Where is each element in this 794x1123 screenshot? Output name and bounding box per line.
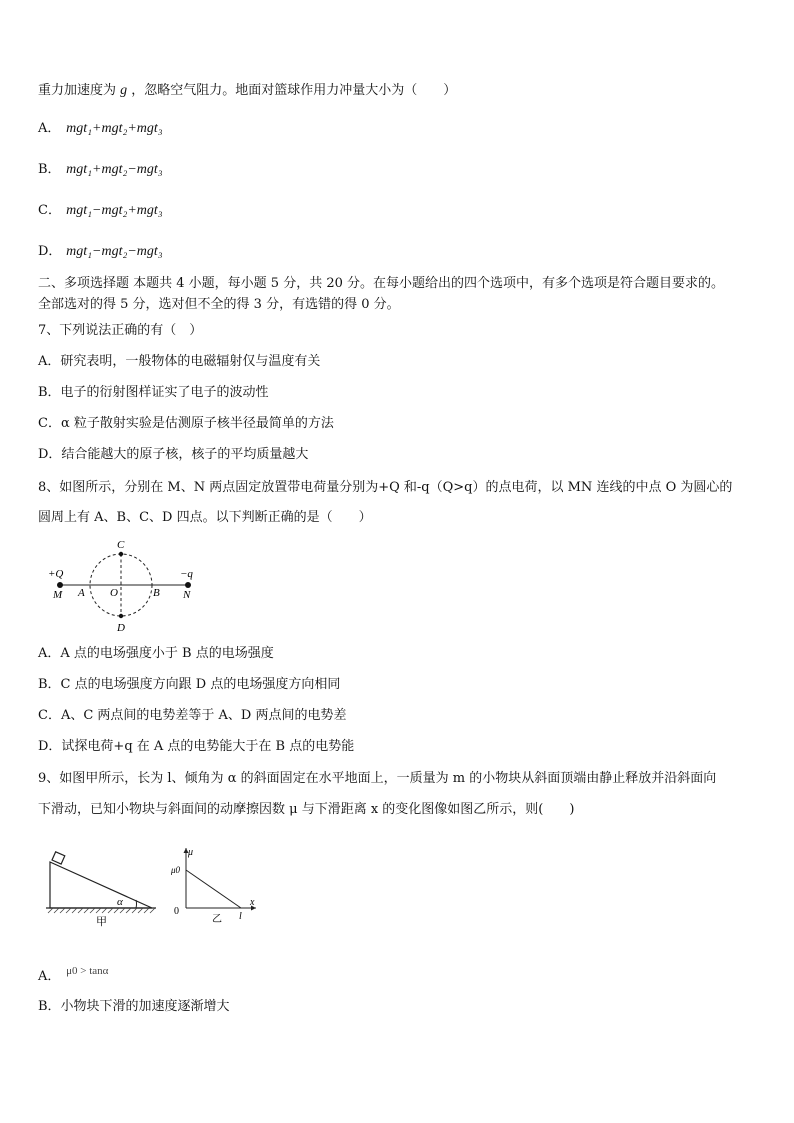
option-label: C． <box>38 203 61 218</box>
q7-option-a: A．研究表明，一般物体的电磁辐射仅与温度有关 <box>38 354 321 369</box>
angle-arc <box>136 900 137 908</box>
q8-stem-line2: 圆周上有 A、B、C、D 四点。以下判断正确的是（ ） <box>38 510 372 525</box>
label-l: l <box>239 911 242 922</box>
caption-yi: 乙 <box>212 914 222 925</box>
q6-stem <box>38 82 456 100</box>
q6-stem-part1: 重力加速度为 <box>38 83 117 98</box>
q6-option-a <box>38 120 163 138</box>
block <box>52 852 65 864</box>
section2-heading-line1: 二、多项选择题 本题共 4 小题，每小题 5 分，共 20 分。在每小题给出的四个选项中，有多个选项是符合题目要求的。 <box>38 276 725 291</box>
point-c <box>119 552 123 556</box>
q9-option-b: B．小物块下滑的加速度逐渐增大 <box>38 999 230 1014</box>
q9-option-a <box>38 962 108 986</box>
label-b: B <box>153 587 160 599</box>
q8-option-c: C．A、C 两点间的电势差等于 A、D 两点间的电势差 <box>38 708 347 723</box>
label-a: A <box>78 587 85 599</box>
label-x: x <box>250 897 255 908</box>
q6-option-c <box>38 202 163 220</box>
q6-symbol-g: g <box>120 83 128 98</box>
point-n <box>185 582 191 588</box>
label-zero: 0 <box>174 906 179 917</box>
caption-jia: 甲 <box>96 915 107 928</box>
label-n: N <box>183 589 191 601</box>
option-expression: mgt₁−mgt₂−mgt₃ <box>66 244 163 259</box>
q7-stem: 7、下列说法正确的有（ ） <box>38 323 203 338</box>
label-o: O <box>110 587 118 599</box>
point-m <box>57 582 63 588</box>
label-d: D <box>117 622 125 634</box>
q9-incline-figure <box>44 850 162 928</box>
q6-option-d <box>38 243 163 261</box>
option-expression: mgt₁+mgt₂+mgt₃ <box>66 121 163 136</box>
q9-stem-line2: 下滑动，已知小物块与斜面间的动摩擦因数 μ 与下滑距离 x 的变化图像如图乙所示，则( ) <box>38 802 575 817</box>
option-expression: mgt₁−mgt₂+mgt₃ <box>66 203 163 218</box>
option-label: A． <box>38 969 61 984</box>
label-minus-q: −q <box>180 568 193 580</box>
q6-option-b <box>38 161 163 179</box>
q8-option-a: A．A 点的电场强度小于 B 点的电场强度 <box>38 646 274 661</box>
q8-option-b: B．C 点的电场强度方向跟 D 点的电场强度方向相同 <box>38 677 341 692</box>
option-label: D． <box>38 244 62 259</box>
point-d <box>119 614 123 618</box>
q7-option-b: B．电子的衍射图样证实了电子的波动性 <box>38 385 269 400</box>
label-m: M <box>53 589 63 601</box>
label-mu0: μ0 <box>171 865 181 875</box>
q7-option-c: C．α 粒子散射实验是估测原子核半径最简单的方法 <box>38 416 334 431</box>
q9-mu-x-graph <box>168 842 263 930</box>
q8-stem-line1: 8、如图所示，分别在 M、N 两点固定放置带电荷量分别为+Q 和-q（Q>q）的点电荷，以 MN 连线的中点 O 为圆心的 <box>38 480 733 495</box>
q7-option-d: D．结合能越大的原子核，核子的平均质量越大 <box>38 447 309 462</box>
q6-stem-part2: ，忽略空气阻力。地面对篮球作用力冲量大小为（ ） <box>131 83 457 98</box>
option-label: B． <box>38 162 61 177</box>
option-label: A． <box>38 121 61 136</box>
q8-charge-circle-figure <box>40 535 210 635</box>
label-mu: μ <box>188 847 194 858</box>
option-expression: mgt₁+mgt₂−mgt₃ <box>66 162 163 177</box>
label-alpha: α <box>117 896 123 908</box>
mu-line <box>186 870 241 908</box>
label-c: C <box>117 539 125 551</box>
q8-option-d: D．试探电荷+q 在 A 点的电势能大于在 B 点的电势能 <box>38 739 355 754</box>
section2-heading-line2: 全部选对的得 5 分，选对但不全的得 3 分，有选错的得 0 分。 <box>38 297 400 312</box>
label-plus-q: +Q <box>48 568 64 580</box>
option-expression: μ0 > tanα <box>66 965 109 977</box>
ground-hatching <box>48 908 155 913</box>
q9-stem-line1: 9、如图甲所示，长为 l、倾角为 α 的斜面固定在水平地面上，一质量为 m 的小物块从斜面顶端由静止释放并沿斜面向 <box>38 771 717 786</box>
